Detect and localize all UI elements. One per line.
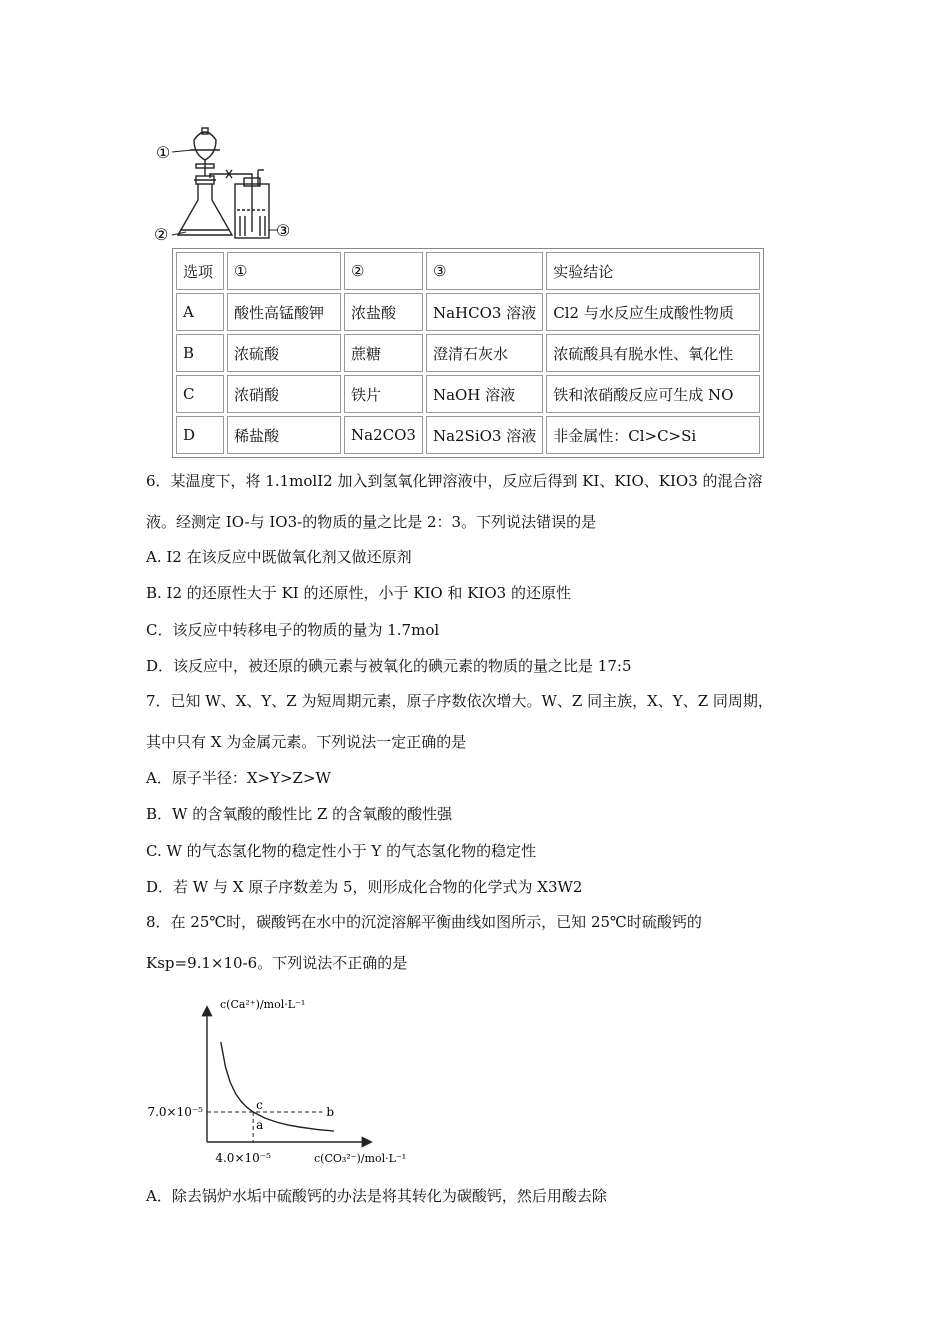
point-label-a: a (256, 1117, 264, 1132)
q8-stem-line-1: 8．在 25℃时，碳酸钙在水中的沉淀溶解平衡曲线如图所示，已知 25℃时硫酸钙的 (146, 913, 702, 931)
delivery-tube-icon (210, 170, 252, 184)
q6-option-a: A. I2 在该反应中既做氧化剂又做还原剂 (146, 548, 412, 566)
q7-option-d: D．若 W 与 X 原子序数差为 5，则形成化合物的化学式为 X3W2 (146, 878, 583, 896)
conical-flask-icon (178, 176, 232, 235)
table-cell: D (176, 416, 224, 454)
table-cell: Cl2 与水反应生成酸性物质 (546, 293, 760, 331)
table-header-cell: ② (344, 252, 423, 290)
table-cell: 蔗糖 (344, 334, 423, 372)
table-cell: 浓硫酸 (227, 334, 341, 372)
y-tick-label: 7.0×10⁻⁵ (147, 1105, 203, 1119)
table-cell: B (176, 334, 224, 372)
q7-option-a: A．原子半径：X>Y>Z>W (146, 769, 331, 787)
table-cell: 浓硫酸具有脱水性、氧化性 (546, 334, 760, 372)
point-label-b: b (326, 1105, 335, 1119)
table-row (176, 416, 760, 454)
q6-stem-line-1: 6．某温度下，将 1.1molI2 加入到氢氧化钾溶液中，反应后得到 KI、KIO、KIO3 的混合溶 (146, 472, 763, 490)
table-row (176, 293, 760, 331)
table-cell: 酸性高锰酸钾 (227, 293, 341, 331)
table-cell: A (176, 293, 224, 331)
table-header-cell: 选项 (176, 252, 224, 290)
solubility-curve (221, 1042, 334, 1131)
table-cell: NaOH 溶液 (426, 375, 543, 413)
table-cell: 浓硝酸 (227, 375, 341, 413)
table-row (176, 375, 760, 413)
q6-option-c: C．该反应中转移电子的物质的量为 1.7mol (146, 621, 440, 639)
table-cell: 稀盐酸 (227, 416, 341, 454)
apparatus-label-3: ③ (276, 221, 291, 240)
table-cell: 澄清石灰水 (426, 334, 543, 372)
q7-stem-line-1: 7．已知 W、X、Y、Z 为短周期元素，原子序数依次增大。W、Z 同主族，X、Y、Z 同周期， (146, 692, 773, 710)
separatory-funnel-icon (190, 128, 220, 176)
table-header-cell: 实验结论 (546, 252, 760, 290)
point-label-c: c (256, 1098, 263, 1112)
q7-option-b: B．W 的含氧酸的酸性比 Z 的含氧酸的酸性强 (146, 805, 453, 823)
table-row (176, 334, 760, 372)
q8-stem-line-2: Ksp=9.1×10-6。下列说法不正确的是 (146, 954, 408, 972)
q8-option-a: A．除去锅炉水垢中硫酸钙的办法是将其转化为碳酸钙，然后用酸去除 (146, 1187, 607, 1205)
q6-option-b: B. I2 的还原性大于 KI 的还原性，小于 KIO 和 KIO3 的还原性 (146, 584, 571, 602)
q7-stem-line-2: 其中只有 X 为金属元素。下列说法一定正确的是 (146, 733, 467, 751)
apparatus-label-2: ② (154, 225, 169, 244)
table-cell: 浓盐酸 (344, 293, 423, 331)
solubility-curve-chart (140, 990, 410, 1170)
y-axis-label: c(Ca²⁺)/mol·L⁻¹ (220, 998, 306, 1011)
table-header-cell: ③ (426, 252, 543, 290)
x-tick-label: 4.0×10⁻⁵ (215, 1151, 271, 1165)
table-header-cell: ① (227, 252, 341, 290)
table-cell: 铁和浓硝酸反应可生成 NO (546, 375, 760, 413)
table-header-row (176, 252, 760, 290)
table-cell: 非金属性：Cl>C>Si (546, 416, 760, 454)
apparatus-label-1: ① (156, 143, 171, 162)
q6-stem-line-2: 液。经测定 IO-与 IO3-的物质的量之比是 2：3。下列说法错误的是 (146, 513, 597, 531)
table-cell: Na2SiO3 溶液 (426, 416, 543, 454)
x-axis-label: c(CO₃²⁻)/mol·L⁻¹ (314, 1152, 407, 1165)
table-cell: C (176, 375, 224, 413)
q7-option-c: C. W 的气态氢化物的稳定性小于 Y 的气态氢化物的稳定性 (146, 842, 537, 860)
q6-option-d: D．该反应中，被还原的碘元素与被氧化的碘元素的物质的量之比是 17:5 (146, 657, 632, 675)
experiment-table (172, 248, 764, 458)
table-cell: Na2CO3 (344, 416, 423, 454)
table-cell: 铁片 (344, 375, 423, 413)
table-cell: NaHCO3 溶液 (426, 293, 543, 331)
apparatus-figure (150, 120, 300, 245)
